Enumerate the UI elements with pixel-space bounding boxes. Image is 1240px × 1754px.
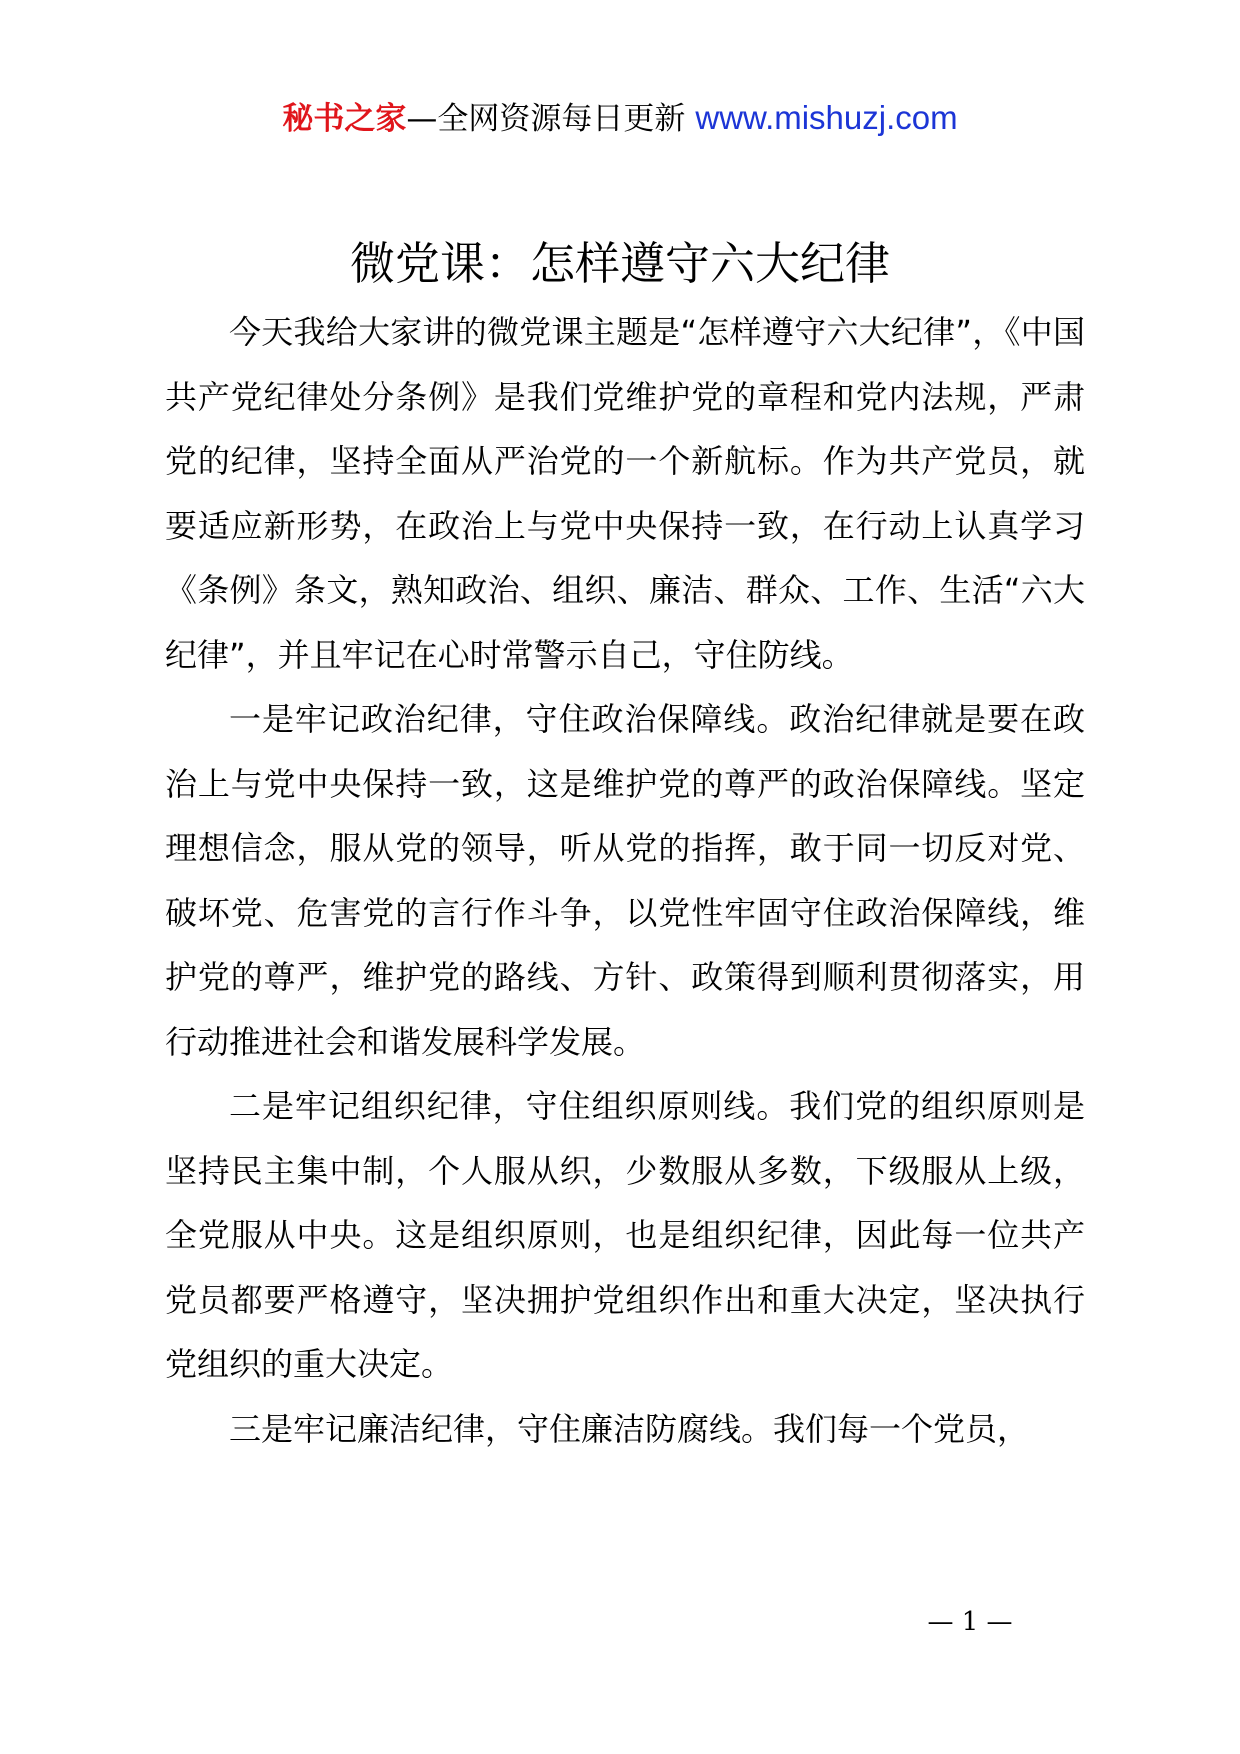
paragraph-integrity-discipline: 三是牢记廉洁纪律，守住廉洁防腐线。我们每一个党员，: [229, 1409, 1030, 1448]
paragraph-intro: 今天我给大家讲的微党课主题是“怎样遵守六大纪律”，《中国共产党纪律处分条例》是我们党维护党的章程和党内法规，严肃党的纪律，坚持全面从严治党的一个新航标。作为共产党员，就要适应新形势，在政治上与党中央保持一致，在行动上认真学习《条例》条文，熟知政治、组织、廉洁、群众、工作、生活“六大纪律”，并且牢记在心时常警示自己，守住防线。: [165, 313, 1085, 674]
page-number: — 1 —: [927, 1607, 1013, 1637]
document-title: 微党课：怎样遵守六大纪律: [349, 237, 890, 290]
document-body: [165, 300, 1085, 1461]
site-banner: [0, 98, 1240, 139]
banner-slogan: —全网资源每日更新: [406, 101, 686, 137]
paragraph-political-discipline: 一是牢记政治纪律，守住政治保障线。政治纪律就是要在政治上与党中央保持一致，这是维护党的尊严的政治保障线。坚定理想信念，服从党的领导，听从党的指挥，敢于同一切反对党、破坏党、危害党的言行作斗争，以党性牢固守住政治保障线，维护党的尊严，维护党的路线、方针、政策得到顺利贯彻落实，用行动推进社会和谐发展科学发展。: [165, 700, 1085, 1061]
site-url-link[interactable]: www.mishuzj.com: [695, 99, 958, 136]
brand-name: 秘书之家: [282, 101, 407, 137]
paragraph-organizational-discipline: 二是牢记组织纪律，守住组织原则线。我们党的组织原则是坚持民主集中制，个人服从织，少数服从多数，下级服从上级，全党服从中央。这是组织原则，也是组织纪律，因此每一位共产党员都要严格遵守，坚决拥护党组织作出和重大决定，坚决执行党组织的重大决定。: [165, 1087, 1085, 1383]
